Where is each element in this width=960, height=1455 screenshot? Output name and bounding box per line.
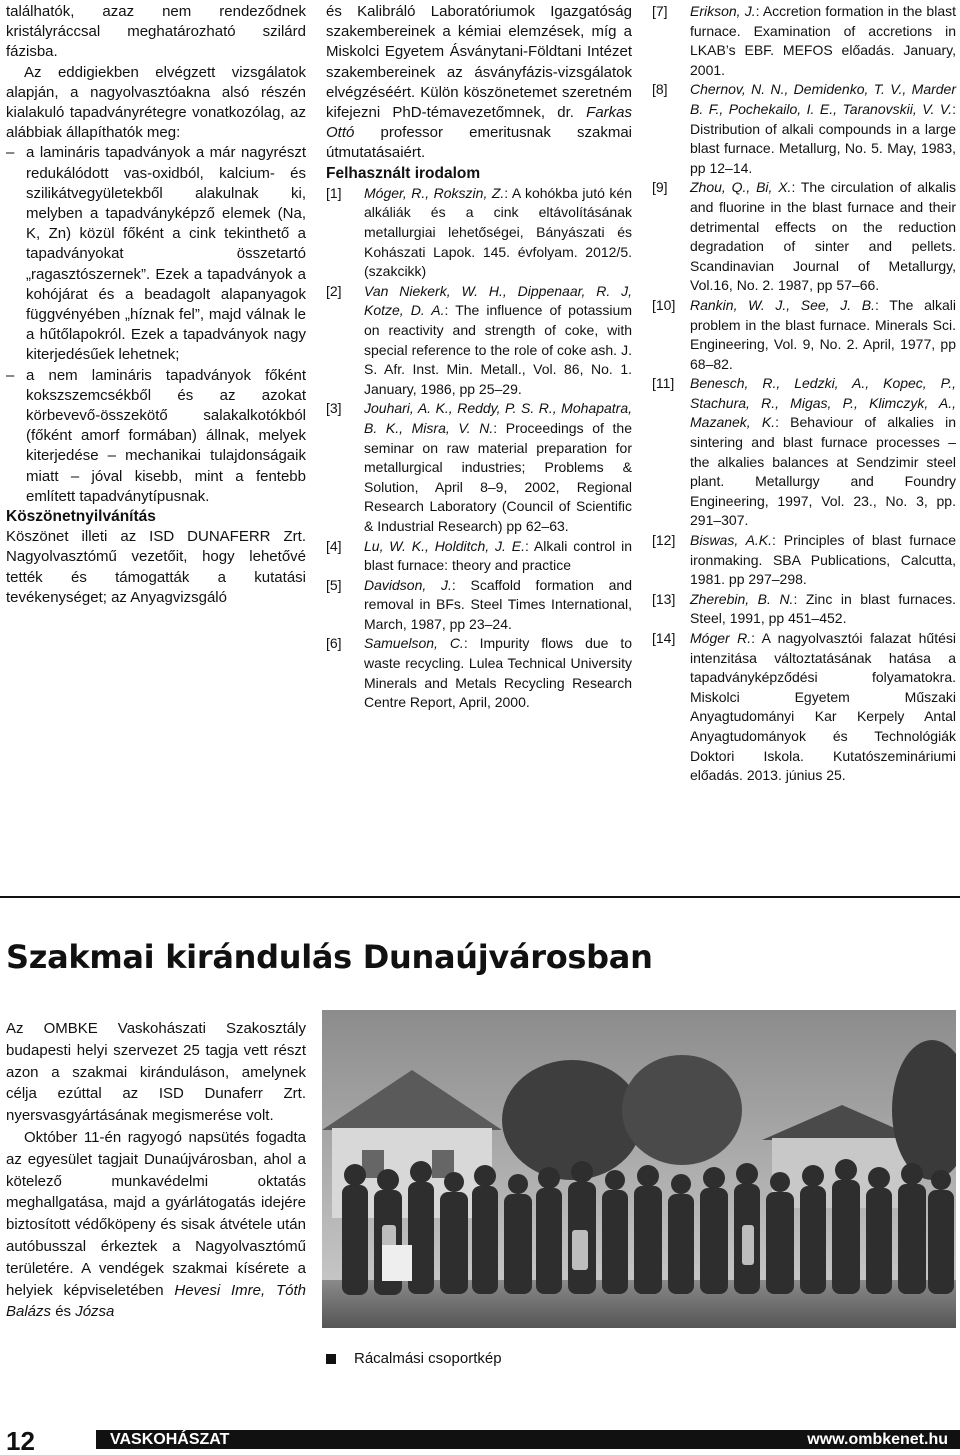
reference-details: : The circulation of alkalis and fluorine in the blast furnace and their detrimental effects on the reduction degradation of sinter and pellets. Scandinavian Journal of Metallurgy, Vol.16, No. 2. 1987, pp 57–66.: [690, 179, 956, 294]
reference-number: [2]: [326, 282, 342, 299]
reference-details: : Principles of blast furnace ironmaking. SBA Publications, Calcutta, 1981. pp 297–298.: [690, 532, 956, 588]
reference-details: : Zinc in blast furnaces. Steel, 1991, pp 451–452.: [690, 590, 956, 627]
reference-details: : Scaffold formation and removal in BFs. Steel Times International, March, 1987, pp 23–24.: [364, 576, 632, 632]
reference-number: [3]: [326, 400, 342, 417]
reference-item: [652, 2, 956, 80]
reference-number: [1]: [326, 184, 342, 201]
section-divider: [0, 896, 960, 898]
reference-number: [7]: [652, 3, 668, 19]
journal-name: VASKOHÁSZAT: [110, 1431, 230, 1448]
reference-item: [652, 296, 956, 374]
escort-names: Hevesi Imre, Tóth Balázs: [6, 1281, 306, 1321]
reference-item: [652, 590, 956, 629]
article-paragraph-2: [6, 1127, 306, 1323]
reference-number: [12]: [652, 532, 676, 549]
reference-number: [11]: [652, 375, 675, 392]
reference-text: [690, 80, 956, 178]
ack-text-part: professor emeritusnak szakmai útmutatásaiért.: [326, 124, 632, 162]
reference-text: [690, 374, 956, 531]
reference-authors: Samuelson, C.: [364, 635, 464, 652]
intro-paragraph: találhatók, azaz nem rendeződnek kristályráccsal meghatározható szilárd fázisba.: [6, 3, 306, 61]
page-number: 12: [6, 1426, 35, 1455]
reference-authors: Móger, R., Rokszin, Z.: [364, 184, 505, 201]
reference-text: [690, 590, 956, 629]
reference-text: [364, 576, 632, 635]
reference-authors: Biswas, A.K.: [690, 532, 773, 549]
finding-item-laminar: [6, 143, 306, 365]
reference-details: : A kohókba jutó kén alkáliák és a cink eltávolításának metallurgiai lehetőségei, Bányászati és Kohászati Lapok. 145. évfolyam. 2012/5. (szakcikk): [364, 184, 632, 280]
references-heading: Felhasznált irodalom: [326, 164, 481, 182]
website-link[interactable]: www.ombkenet.hu: [807, 1431, 948, 1448]
article-title: Szakmai kirándulás Dunaújvárosban: [6, 938, 653, 976]
photo-caption: [326, 1350, 502, 1367]
reference-item: [326, 537, 632, 576]
article-text-part: Október 11-én ragyogó napsütés fogadta az egyesület tagjait Dunaújvárosban, ahol a kötelező munkavédelmi oktatás meghallgatása, majd a gyárlátogatás idejére biztosított védőköpeny és sisak átvétele után autóbusszal érkeztek a Nagyolvasztómű területére. A vendégek szakmai kísérete a helyiek képviseletében: [6, 1128, 306, 1299]
reference-item: [326, 184, 632, 282]
reference-details: : The alkali problem in the blast furnace. Minerals Sci. Engineering, Vol. 9, No. 2. April, 1977, pp 68–82.: [690, 296, 956, 372]
dash-marker: –: [6, 144, 15, 162]
reference-number: [8]: [652, 81, 668, 98]
column-1: [6, 2, 306, 608]
acknowledgement-paragraph: Köszönet illeti az ISD DUNAFERR Zrt. Nagyolvasztómű vezetőit, hogy lehetővé tették és támogatták a kutatási tevékenységet; az Anyagvizsgáló: [6, 528, 306, 606]
reference-text: [364, 634, 632, 712]
reference-text: [364, 537, 632, 576]
reference-authors: Benesch, R., Ledzki, A., Kopec, P., Stachura, R., Migas, P., Klimczyk, A., Mazanek, K.: [690, 375, 956, 431]
reference-item: [326, 399, 632, 536]
reference-authors: Van Niekerk, W. H., Dippenaar, R. J, Kotze, D. A.: [364, 282, 632, 319]
reference-text: [690, 531, 956, 590]
reference-number: [14]: [652, 630, 676, 646]
escort-last-name: Józsa: [75, 1303, 115, 1321]
acknowledgement-heading: Köszönetnyilvánítás: [6, 508, 156, 526]
reference-text: [690, 296, 956, 374]
reference-text: [690, 2, 956, 80]
reference-details: : The influence of potassium on reactivity and strength of coke, with special reference to the role of coke ash. J. S. Afr. Inst. Min. Metall., Vol. 86, No. 1. January, 1986, pp 25–29.: [364, 302, 632, 397]
reference-authors: Jouhari, A. K., Reddy, P. S. R., Mohapatra, B. K., Misra, V. N.: [364, 400, 632, 436]
reference-details: : Behaviour of alkalies in sintering and blast furnace processes – the alkalies balances at Sendzimir steel plant. Metallurgy and Foundry Engineering, 1997, Vol. 23., No. 3, pp. 291–307.: [690, 414, 956, 529]
reference-details: : Distribution of alkali compounds in a large blast furnace. Metallurg, No. 5. May, 1983, pp 12–14.: [690, 100, 956, 176]
article-text-part: és: [51, 1303, 76, 1321]
ack-supervisor-name: Farkas Ottó: [326, 104, 632, 142]
reference-text: [364, 282, 632, 400]
column-3: [652, 2, 956, 786]
reference-number: [10]: [652, 296, 676, 313]
caption-square-icon: [326, 1354, 336, 1364]
reference-item: [326, 634, 632, 712]
caption-text: Rácalmási csoportkép: [354, 1350, 502, 1367]
reference-text: [690, 178, 956, 296]
reference-number: [6]: [326, 635, 342, 652]
reference-text: [364, 184, 632, 282]
reference-authors: Lu, W. K., Holditch, J. E.: [364, 537, 525, 554]
reference-item: [326, 282, 632, 400]
finding-item-nonlaminar: [6, 366, 306, 507]
reference-authors: Rankin, W. J., See, J. B.: [690, 296, 876, 313]
acknowledgement-continued: [326, 2, 632, 164]
reference-number: [5]: [326, 576, 342, 593]
ack-text-part: és Kalibráló Laboratóriumok Igazgatóság szakembereinek a kémiai elemzések, míg a Miskolci Egyetem Ásványtani-Földtani Intézet szakembereinek az ásványfázis-vizsgálatok elvégzéséért. Külön köszönetemet szeretném kifejezni PhD-témavezetőmnek, dr.: [326, 3, 632, 122]
findings-intro-paragraph: Az eddigiekben elvégzett vizsgálatok alapján, a nagyolvasztóakna alsó részén kialakuló tapadványrétegre vonatkozólag, az alábbiak állapíthatók meg:: [6, 63, 306, 142]
group-photo: [322, 1010, 956, 1328]
reference-details: : Accretion formation in the blast furnace. Examination of accretions in LKAB’s EBF. MEFOS előadás. January, 2001.: [690, 3, 956, 78]
reference-details: : Impurity flows due to waste recycling. Lulea Technical University Minerals and Metals Recycling Research Centre Report, April, 2000.: [364, 635, 632, 711]
reference-authors: Zherebin, B. N.: [690, 590, 794, 607]
reference-item: [326, 576, 632, 635]
reference-text: [364, 399, 632, 536]
reference-authors: Erikson, J.: [690, 3, 756, 19]
finding-text: a lamináris tapadványok a már nagyrészt redukálódott vas-oxidból, kalcium- és szilikátvegyületekből alakulnak ki, melyben a tapadványképző elemek (Na, K, Zn) közül főként a cink tekinthető a tapadványokat összetartó „ragasztószernek”. Ezek a tapadványok a kohójárat és a beadagolt alapanyagok függvényében „híznak fel”, majd válnak le a hűtőlapokról. Ezek a tapadványok nagy kiterjedésűek lehetnek;: [26, 144, 306, 364]
reference-authors: Móger R.: [690, 630, 752, 646]
reference-number: [9]: [652, 179, 668, 196]
reference-details: : Proceedings of the seminar on raw material preparation for metallurgical industries; Problems & Solution, April 8–9, 2002, Regional Research Laboratory (Council of Scientific & Industrial Research) pp 62–63.: [364, 419, 632, 534]
reference-item: [652, 80, 956, 178]
article-body: [6, 1018, 306, 1323]
page-footer: [0, 1418, 960, 1455]
journal-bar: [96, 1430, 960, 1449]
reference-authors: Davidson, J.: [364, 576, 452, 593]
reference-authors: Zhou, Q., Bi, X.: [690, 179, 792, 196]
reference-list-part-2: [652, 2, 956, 786]
reference-item: [652, 178, 956, 296]
reference-number: [4]: [326, 537, 342, 554]
column-2: [326, 2, 632, 713]
reference-list-part-1: [326, 184, 632, 713]
reference-details: : Alkali control in blast furnace: theory and practice: [364, 537, 632, 574]
reference-number: [13]: [652, 590, 676, 607]
dash-marker: –: [6, 366, 15, 384]
reference-text: [690, 629, 956, 786]
group-photo-illustration: [322, 1010, 956, 1328]
article-paragraph-1: Az OMBKE Vaskohászati Szakosztály budapesti helyi szervezet 25 tagja vett részt azon a szakmai kiránduláson, amelynek célja ezúttal az ISD Dunaferr Zrt. nyersvasgyártásának megismerése volt.: [6, 1020, 306, 1125]
finding-text: a nem lamináris tapadványok főként kokszszemcsékből és az azokat körbevevő-összekötő salakalkotókból (főként amorf formában) állnak, melyek kiterjedése – mechanikai tulajdonságaik miatt – jóval kisebb, mint a fentebb említett tapadványtípusnak.: [26, 366, 306, 505]
reference-item: [652, 531, 956, 590]
reference-item: [652, 374, 956, 531]
reference-details: : A nagyolvasztói falazat hűtési intenzitása változtatásának hatása a tapadványképződési folyamatokra. Miskolci Egyetem Műszaki Anyagtudományi Kar Kerpely Antal Anyagtudományok és Technológiák Doktori Iskola. Kutatószemináriumi előadás. 2013. június 25.: [690, 630, 956, 784]
reference-item: [652, 629, 956, 786]
reference-authors: Chernov, N. N., Demidenko, T. V., Marder B. F., Pochekailo, I. E., Taranovskii, V. V.: [690, 81, 956, 117]
